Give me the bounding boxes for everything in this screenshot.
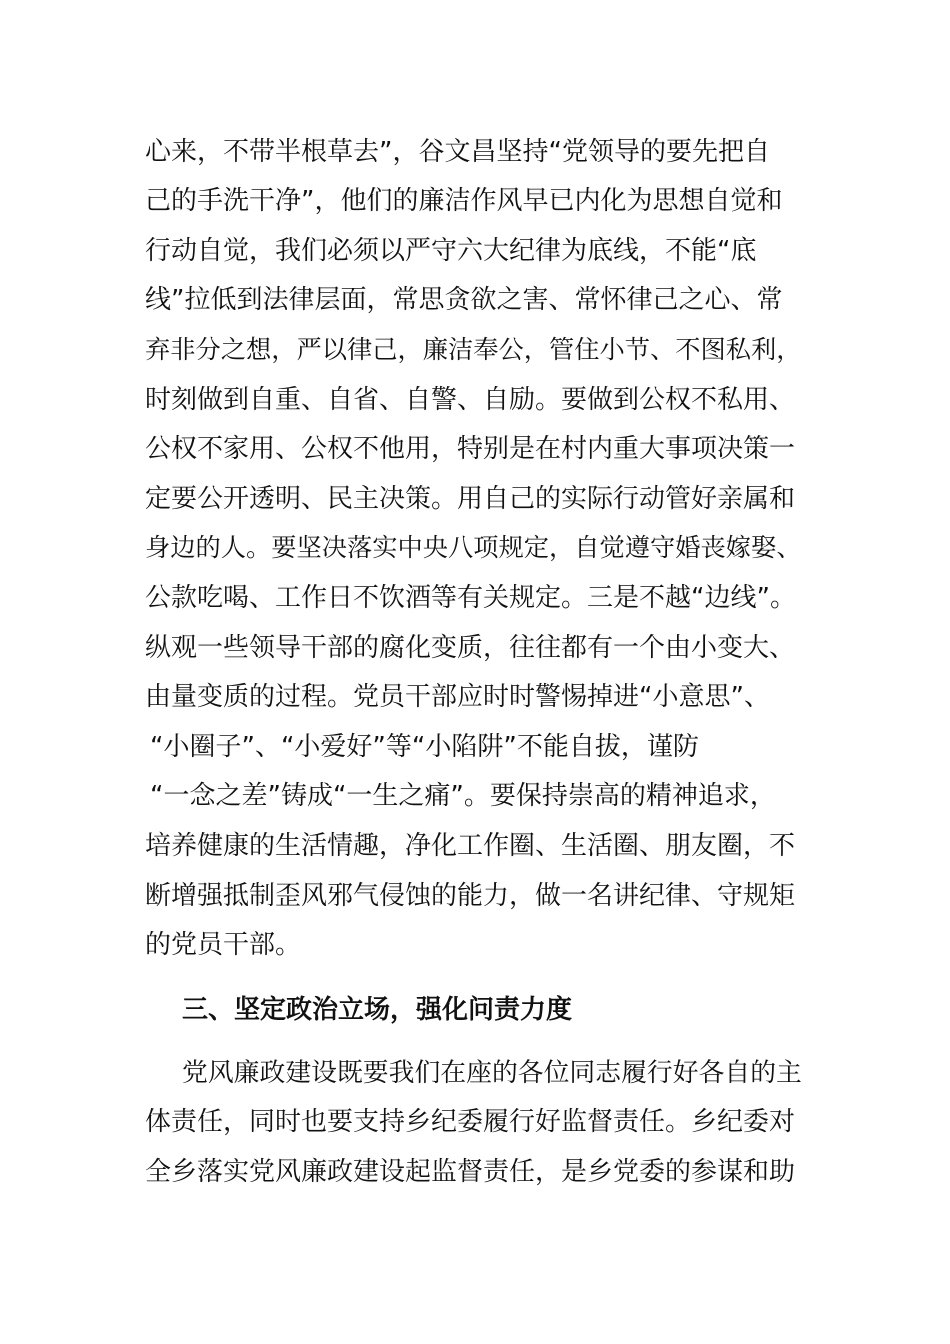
text-line: “一念之差”铸成“一生之痛”。要保持崇高的精神追求， (150, 781, 776, 811)
text-line: 纵观一些领导干部的腐化变质，往往都有一个由小变大、 (145, 633, 796, 663)
text-line: 弃非分之想，严以律己，廉洁奉公，管住小节、不图私利， (145, 335, 802, 364)
text-line: 由量变质的过程。党员干部应时时警惕掉进“小意思”、 (145, 682, 770, 712)
text-line: 心来，不带半根草去”，谷文昌坚持“党领导的要先把自 (145, 137, 770, 167)
text-line: 定要公开透明、民主决策。用自己的实际行动管好亲属和 (145, 484, 796, 514)
text-line: 线”拉低到法律层面，常思贪欲之害、常怀律己之心、常 (145, 285, 783, 315)
text-line: 全乡落实党风廉政建设起监督责任，是乡党委的参谋和助 (145, 1157, 796, 1187)
text-line: 己的手洗干净”，他们的廉洁作风早已内化为思想自觉和 (145, 186, 783, 216)
text-line: 党风廉政建设既要我们在座的各位同志履行好各自的主 (182, 1058, 802, 1088)
text-line: 公款吃喝、工作日不饮酒等有关规定。三是不越“边线”。 (145, 583, 796, 613)
text-line: 培养健康的生活情趣，净化工作圈、生活圈、朋友圈，不 (145, 831, 796, 861)
text-line: 行动自觉，我们必须以严守六大纪律为底线，不能“底 (145, 236, 757, 266)
text-line: 身边的人。要坚决落实中央八项规定，自觉遵守婚丧嫁娶、 (145, 533, 802, 562)
text-line: 断增强抵制歪风邪气侵蚀的能力，做一名讲纪律、守规矩 (145, 881, 796, 911)
text-line: “小圈子”、“小爱好”等“小陷阱”不能自拔，谨防 (150, 732, 699, 762)
text-line: 时刻做到自重、自省、自警、自励。要做到公权不私用、 (145, 385, 796, 415)
section-heading: 三、坚定政治立场，强化问责力度 (182, 995, 573, 1025)
text-line: 体责任，同时也要支持乡纪委履行好监督责任。乡纪委对 (145, 1107, 796, 1137)
text-line: 公权不家用、公权不他用，特别是在村内重大事项决策一 (145, 434, 796, 464)
text-line: 的党员干部。 (145, 930, 302, 960)
